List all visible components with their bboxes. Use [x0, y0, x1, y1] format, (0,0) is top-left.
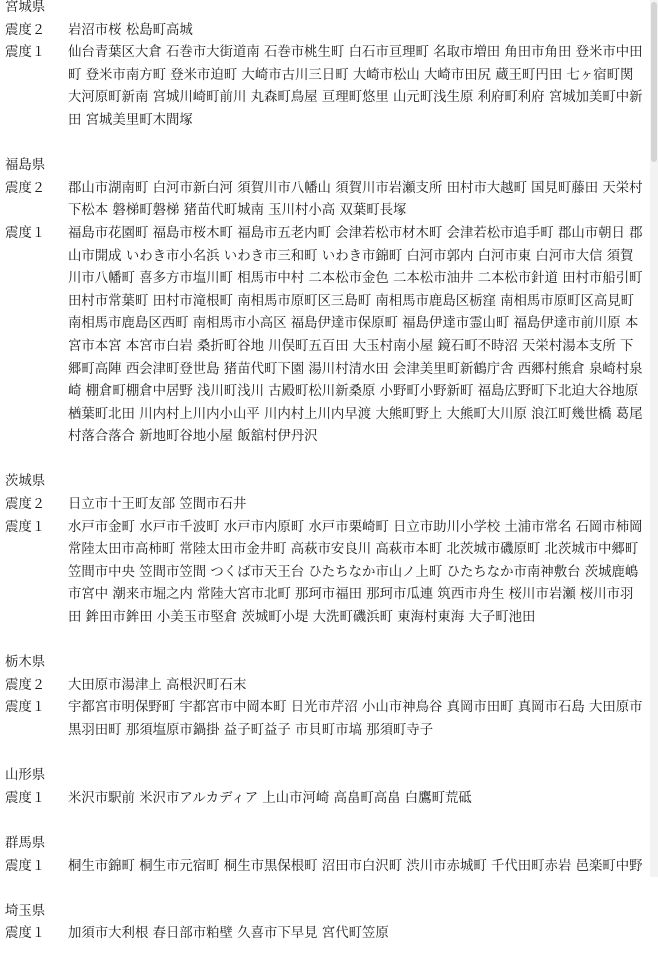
prefecture-name: 福島県: [5, 158, 46, 174]
prefecture-name: 山形県: [5, 768, 46, 784]
intensity-row: [5, 178, 645, 223]
intensity-label: 震度２: [5, 677, 46, 693]
prefecture-name: 埼玉県: [5, 903, 46, 919]
intensity-row: [5, 788, 645, 811]
intensity-label: 震度１: [5, 858, 46, 874]
intensity-label: 震度１: [5, 225, 46, 241]
place-list: 仙台青葉区大倉 石巻市大街道南 石巻市桃生町 白石市亘理町 名取市増田 角田市角田 登米市中田町 登米市南方町 登米市迫町 大崎市古川三日町 大崎市松山 大崎市田尻 蔵王町円田 七ヶ宿町関 大河原町新南 宮城川崎町前川 丸森町鳥屋 亘理町悠里 山元町浅生原 利府町利府 宮城加美町中新田 宮城美里町木間塚: [68, 45, 643, 128]
prefecture-block-tochigi: [5, 652, 645, 742]
prefecture-block-yamagata: [5, 765, 645, 810]
place-list: 大田原市湯津上 高根沢町石末: [68, 677, 247, 693]
place-list: 福島市花園町 福島市桜木町 福島市五老内町 会津若松市材木町 会津若松市追手町 郡山市朝日 郡山市開成 いわき市小名浜 いわき市三和町 いわき市錦町 白河市郭内 白河市東 白河市大信 須賀川市八幡町 喜多方市塩川町 相馬市中村 二本松市金色 二本松市油井 二本松市針道 田村市船引町 田村市常葉町 田村市滝根町 南相馬市原町区三島町 南相馬市鹿島区栃窪 南相馬市原町区高見町 南相馬市鹿島区西町 南相馬市小高区 福島伊達市保原町 福島伊達市霊山町 福島伊達市前川原 本宮市本宮 本宮市白岩 桑折町谷地 川俣町五百田 大玉村南小屋 鏡石町不時沼 天栄村湯本支所 下郷町高陣 西会津町登世島 猪苗代町下園 湯川村清水田 会津美里町新鶴庁舎 西郷村熊倉 泉崎村泉崎 棚倉町棚倉中居野 浅川町浅川 古殿町松川新桑原 小野町小野新町 福島広野町下北迫大谷地原 楢葉町北田 川内村上川内小山平 川内村上川内早渡 大熊町野上 大熊町大川原 浪江町幾世橋 葛尾村落合落合 新地町谷地小屋 飯舘村伊丹沢: [68, 225, 643, 445]
prefecture-name: 栃木県: [5, 655, 46, 671]
intensity-row: [5, 223, 645, 449]
place-list: 水戸市金町 水戸市千波町 水戸市内原町 水戸市栗崎町 日立市助川小学校 土浦市常名 石岡市柿岡 常陸太田市高柿町 常陸太田市金井町 高萩市安良川 高萩市本町 北茨城市磯原町 北茨城市中郷町 笠間市中央 笠間市笠間 つくば市天王台 ひたちなか市山ノ上町 ひたちなか市南神敷台 茨城鹿嶋市宮中 潮来市堀之内 常陸大宮市北町 那珂市福田 那珂市瓜連 筑西市舟生 桜川市岩瀬 桜川市羽田 鉾田市鉾田 小美玉市堅倉 茨城町小堤 大洗町磯浜町 東海村東海 大子町池田: [68, 519, 643, 626]
intensity-row: [5, 20, 645, 43]
intensity-label: 震度２: [5, 22, 46, 38]
place-list: 桐生市錦町 桐生市元宿町 桐生市黒保根町 沼田市白沢町 渋川市赤城町 千代田町赤岩 邑楽町中野: [68, 858, 643, 874]
prefecture-block-miyagi: [5, 0, 645, 133]
place-list: 郡山市湖南町 白河市新白河 須賀川市八幡山 須賀川市岩瀬支所 田村市大越町 国見町藤田 天栄村下松本 磐梯町磐梯 猪苗代町城南 玉川村小高 双葉町長塚: [68, 180, 643, 219]
intensity-label: 震度１: [5, 926, 46, 942]
place-list: 加須市大利根 春日部市粕壁 久喜市下早見 宮代町笠原: [68, 926, 389, 942]
intensity-row: [5, 494, 645, 517]
intensity-label: 震度１: [5, 790, 46, 806]
prefecture-name: 群馬県: [5, 835, 46, 851]
place-list: 岩沼市桜 松島町高城: [68, 22, 193, 38]
intensity-label: 震度１: [5, 519, 46, 535]
intensity-row: [5, 923, 645, 946]
scrollbar-thumb[interactable]: [651, 2, 657, 162]
intensity-row: [5, 675, 645, 698]
place-list: 日立市十王町友部 笠間市石井: [68, 497, 247, 513]
prefecture-block-gunma: [5, 833, 645, 878]
prefecture-block-saitama: [5, 901, 645, 946]
intensity-row: [5, 856, 645, 879]
intensity-row: [5, 42, 645, 132]
prefecture-name: 茨城県: [5, 474, 46, 490]
prefecture-block-fukushima: [5, 155, 645, 449]
prefecture-name: 宮城県: [5, 0, 46, 15]
intensity-row: [5, 517, 645, 630]
intensity-label: 震度２: [5, 180, 46, 196]
earthquake-intensity-list: [5, 0, 645, 969]
intensity-label: 震度２: [5, 497, 46, 513]
intensity-row: [5, 697, 645, 742]
place-list: 宇都宮市明保野町 宇都宮市中岡本町 日光市芹沼 小山市神鳥谷 真岡市田町 真岡市石島 大田原市黒羽田町 那須塩原市鍋掛 益子町益子 市貝町市塙 那須町寺子: [68, 700, 643, 738]
place-list: 米沢市駅前 米沢市アルカディア 上山市河崎 高畠町高畠 白鷹町荒砥: [68, 790, 472, 806]
intensity-label: 震度１: [5, 700, 46, 716]
intensity-label: 震度１: [5, 45, 46, 61]
vertical-scrollbar[interactable]: [650, 0, 658, 877]
prefecture-block-ibaraki: [5, 471, 645, 629]
